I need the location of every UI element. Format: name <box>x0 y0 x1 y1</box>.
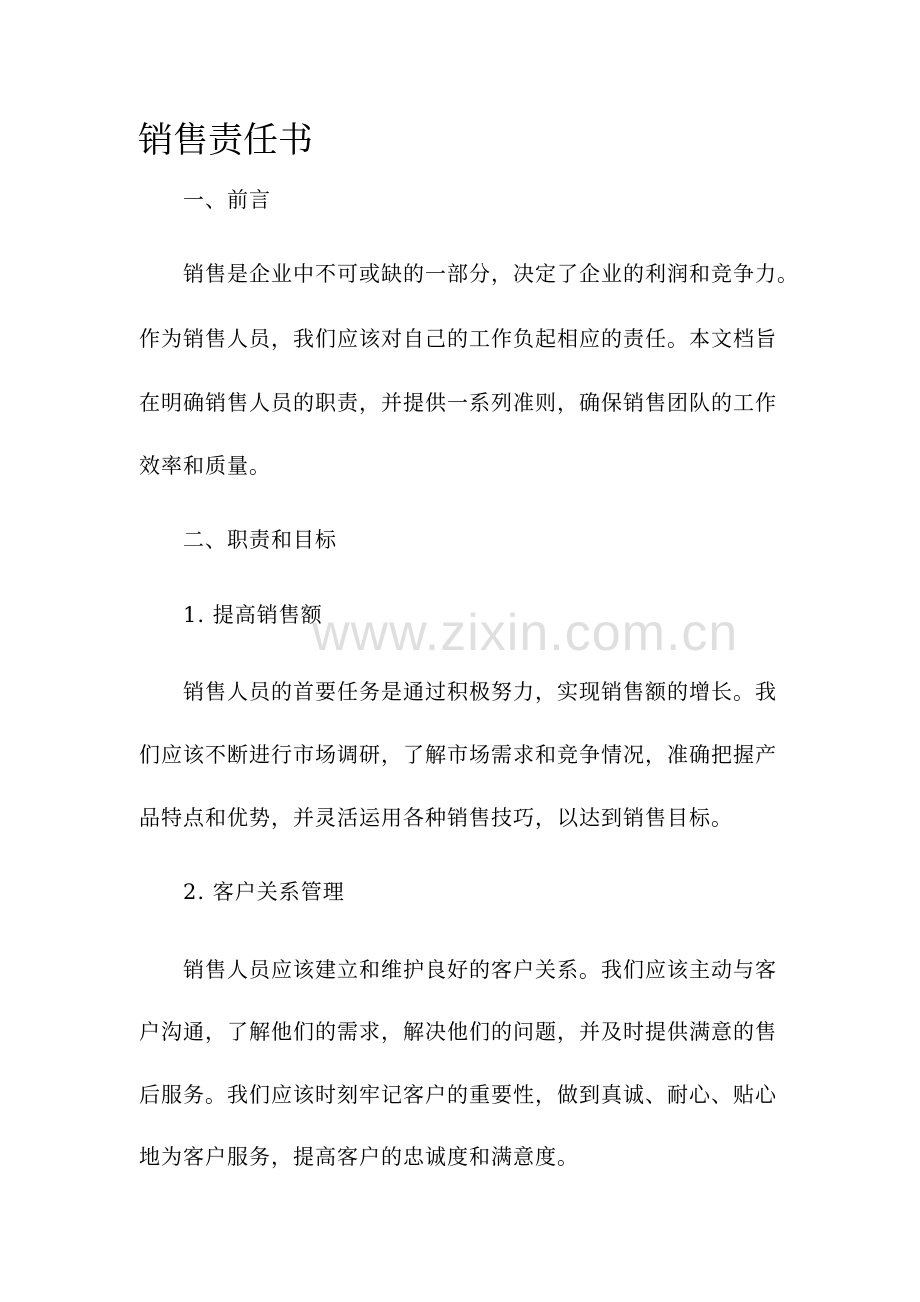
section-heading-duties: 二、职责和目标 <box>183 528 337 552</box>
paragraph-line: 户沟通，了解他们的需求，解决他们的问题，并及时提供满意的售 <box>139 1020 777 1044</box>
paragraph-line: 地为客户服务，提高客户的忠诚度和满意度。 <box>139 1145 579 1169</box>
paragraph-line: 在明确销售人员的职责，并提供一系列准则，确保销售团队的工作 <box>139 391 777 415</box>
paragraph-line: 后服务。我们应该时刻牢记客户的重要性，做到真诚、耐心、贴心 <box>139 1083 777 1107</box>
document-title: 销售责任书 <box>138 121 314 161</box>
paragraph-line: 效率和质量。 <box>139 454 271 478</box>
subsection-heading-customer: 2. 客户关系管理 <box>183 880 345 904</box>
paragraph-line: 品特点和优势，并灵活运用各种销售技巧，以达到销售目标。 <box>139 806 733 830</box>
paragraph-line: 销售人员应该建立和维护良好的客户关系。我们应该主动与客 <box>183 958 777 982</box>
paragraph-line: 作为销售人员，我们应该对自己的工作负起相应的责任。本文档旨 <box>139 327 777 351</box>
paragraph-line: 销售是企业中不可或缺的一部分，决定了企业的利润和竞争力。 <box>183 262 799 286</box>
paragraph-line: 销售人员的首要任务是通过积极努力，实现销售额的增长。我 <box>183 680 777 704</box>
watermark: www.zixin.com.cn <box>312 604 739 662</box>
section-heading-preface: 一、前言 <box>183 188 271 212</box>
paragraph-line: 们应该不断进行市场调研，了解市场需求和竞争情况，准确把握产 <box>139 743 777 767</box>
subsection-heading-sales: 1. 提高销售额 <box>183 603 323 627</box>
